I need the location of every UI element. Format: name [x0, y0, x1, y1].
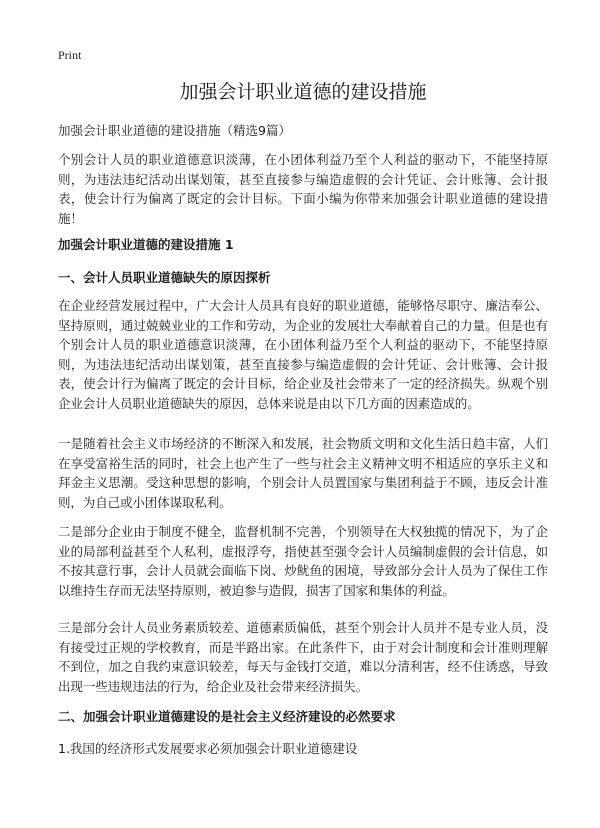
part-one-heading: 一、会计人员职业道德缺失的原因探析: [58, 270, 271, 285]
intro-paragraph: 个别会计人员的职业道德意识淡薄，在小团体利益乃至个人利益的驱动下，不能坚持原则，为违法违纪活动出谋划策，甚至直接参与编造虚假的会计凭证、会计账簿、会计报表，使会计行为偏离了既定的会计目标。下面小编为你带来加强会计职业道德的建设措施！: [58, 152, 548, 226]
print-link[interactable]: Print: [58, 48, 82, 62]
body-paragraph: 三是部分会计人员业务素质较差、道德素质偏低，甚至个别会计人员并不是专业人员，没有接受过正规的学校教育，而是半路出家。在此条件下，由于对会计制度和会计准则理解不到位，加之自我约束意识较差，每天与金钱打交道，难以分清利害，经不住诱惑，导致出现一些违规违法的行为，给企业及社会带来经济损失。: [58, 620, 548, 694]
document-subtitle: 加强会计职业道德的建设措施（精选9篇）: [58, 123, 291, 138]
document-title: 加强会计职业道德的建设措施: [179, 81, 427, 103]
body-paragraph: 二是部分企业由于制度不健全，监督机制不完善，个别领导在大权独揽的情况下，为了企业的局部利益甚至个人私利，虚报浮夸，指使甚至强令会计人员编制虚假的会计信息，如不按其意行事，会计人员就会面临下岗、炒鱿鱼的困境，导致部分会计人员为了保住工作以维持生存而无法坚持原则，被迫参与造假，损害了国家和集体的利益。: [58, 524, 548, 598]
body-paragraph: 在企业经营发展过程中，广大会计人员具有良好的职业道德，能够恪尽职守、廉洁奉公、坚持原则，通过兢兢业业的工作和劳动，为企业的发展壮大奉献着自己的力量。但是也有个别会计人员的职业道德意识淡薄，在小团体利益乃至个人利益的驱动下，不能坚持原则，为违法违纪活动出谋划策，甚至直接参与编造虚假的会计凭证、会计账簿、会计报表，使会计行为偏离了既定的会计目标，给企业及社会带来了一定的经济损失。纵观个别企业会计人员职业道德缺失的原因，总体来说是由以下几方面的因素造成的。: [58, 298, 548, 411]
section-heading: 加强会计职业道德的建设措施 1: [58, 237, 234, 252]
list-item: 1.我国的经济形式发展要求必须加强会计职业道德建设: [58, 741, 358, 756]
part-two-heading: 二、加强会计职业道德建设的是社会主义经济建设的必然要求: [58, 709, 396, 724]
body-paragraph: 一是随着社会主义市场经济的不断深入和发展，社会物质文明和文化生活日趋丰富，人们在享受富裕生活的同时，社会上也产生了一些与社会主义精神文明不相适应的享乐主义和拜金主义思潮。受这种思想的影响，个别会计人员置国家与集团利益于不顾，违反会计准则，为自己或小团体谋取私利。: [58, 436, 548, 510]
